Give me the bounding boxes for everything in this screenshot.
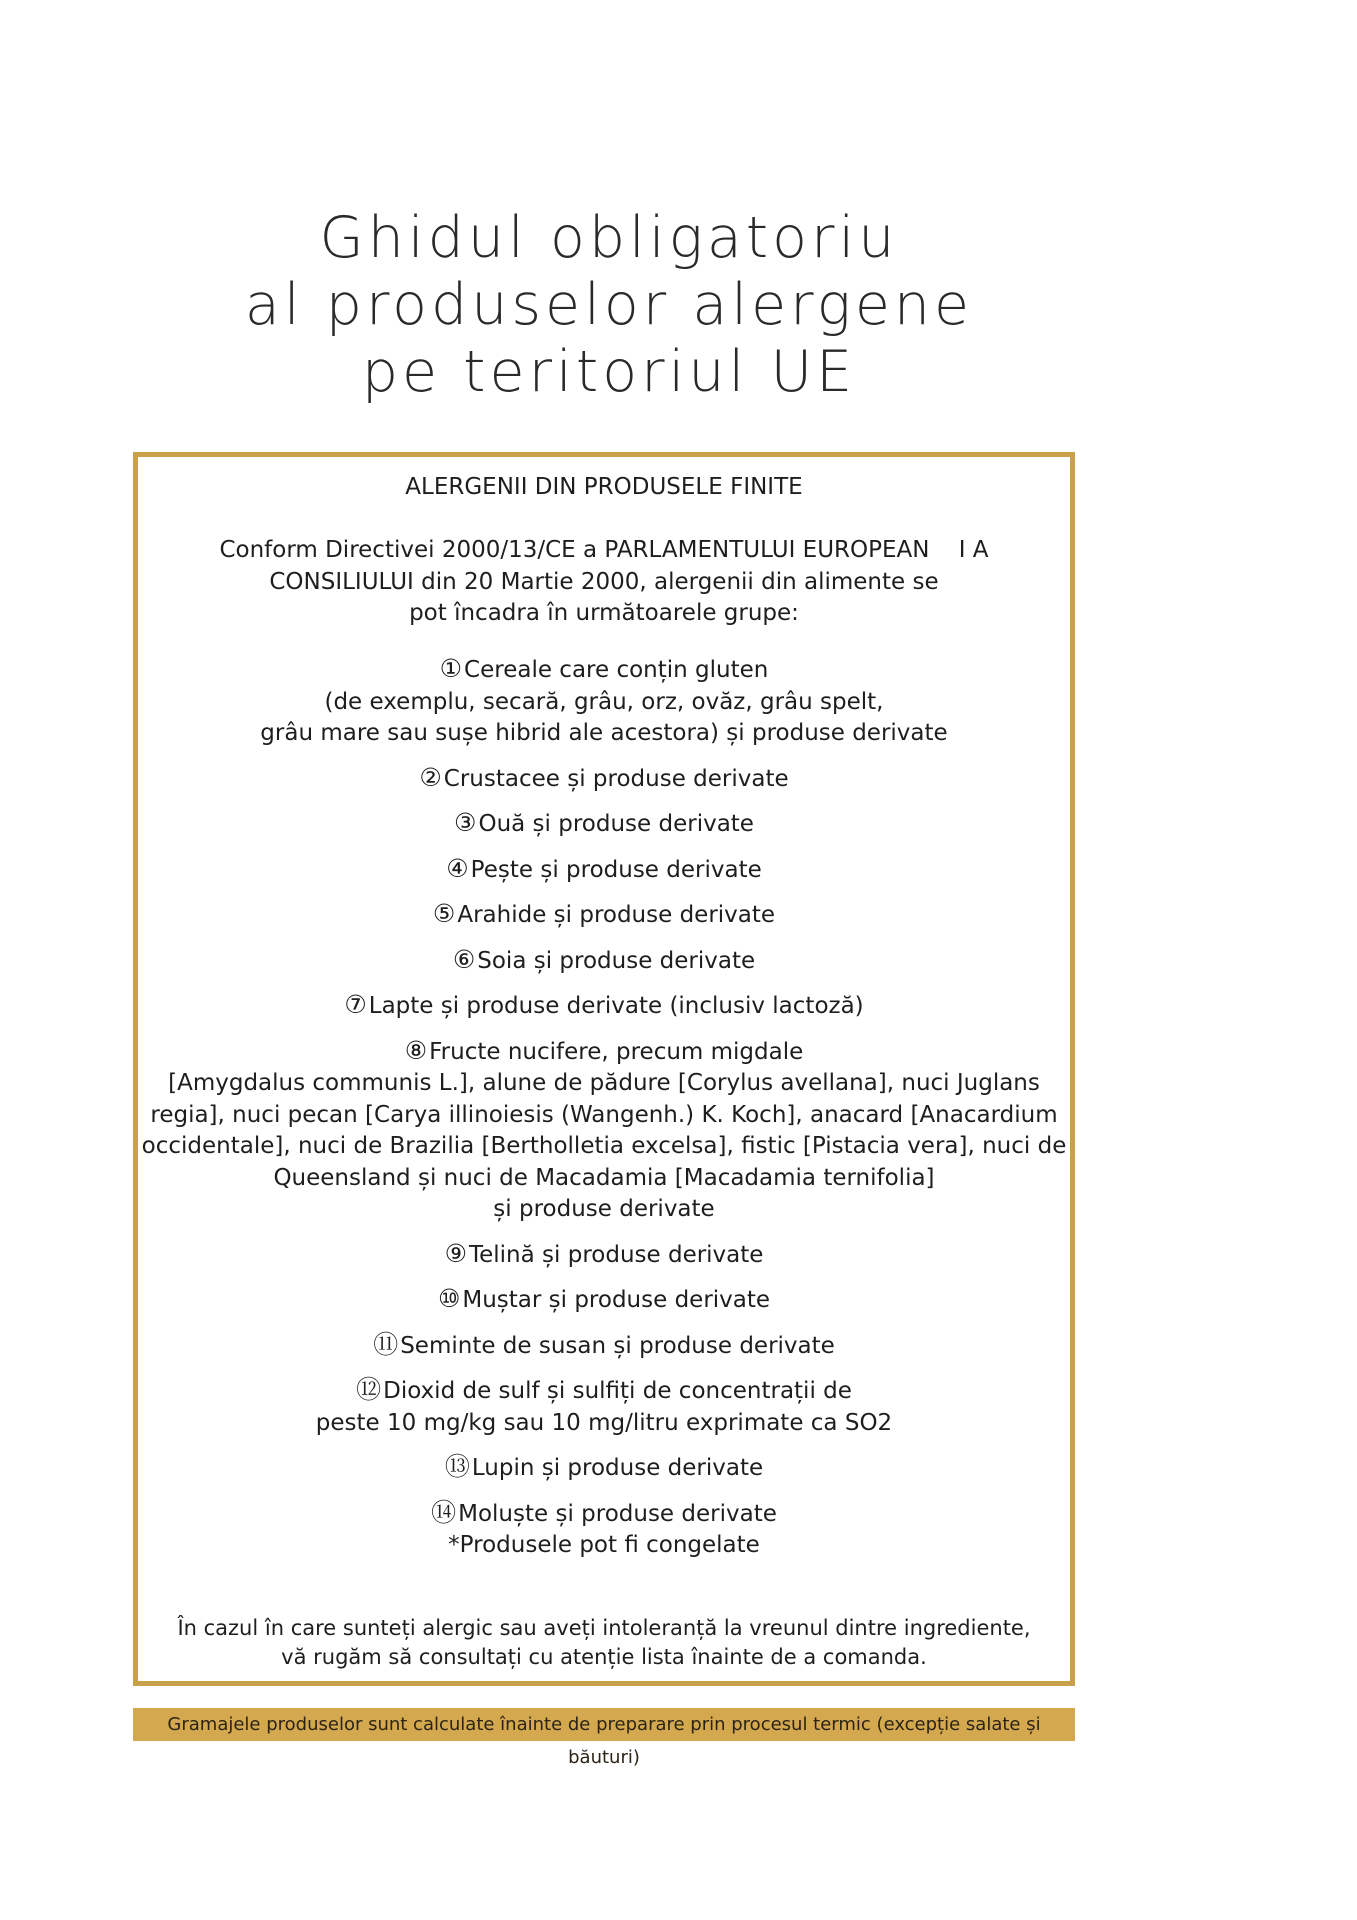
allergen-title (138, 989, 1070, 1023)
allergen-title (138, 653, 1070, 687)
allergen-detail: [Amygdalus communis L.], alune de pădure [Corylus avellana], nuci Juglans (168, 1070, 1040, 1096)
allergen-detail: peste 10 mg/kg sau 10 mg/litru exprimate ca SO2 (315, 1409, 893, 1436)
allergen-title (138, 1374, 1070, 1408)
allergen-label: Moluște și produse derivate (458, 1500, 777, 1527)
allergen-title (138, 1451, 1070, 1485)
allergen-title (138, 1035, 1070, 1069)
allergen-label: Muștar și produse derivate (462, 1287, 771, 1313)
allergen-number: ⑬ (444, 1452, 470, 1481)
allergen-item (138, 807, 1070, 841)
allergen-item (138, 853, 1070, 887)
allergen-list (138, 653, 1070, 1542)
allergen-number: ⑧ (404, 1035, 428, 1065)
allergen-detail: (de exemplu, secară, grâu, orz, ovăz, grâu spelt, (324, 688, 884, 715)
warning-line-1: În cazul în care sunteți alergic sau aveți intoleranță la vreunul dintre ingrediente, (177, 1616, 1031, 1640)
allergen-label: Lupin și produse derivate (471, 1455, 764, 1481)
allergen-item (138, 653, 1070, 750)
allergen-label: Arahide și produse derivate (457, 902, 776, 928)
allergen-number: ④ (446, 853, 469, 883)
allergen-number: ③ (454, 808, 477, 837)
intro-line-3: pot încadra în următoarele grupe: (409, 600, 799, 626)
allergen-detail: regia], nuci pecan [Carya illinoiesis (Wangenh.) K. Koch], anacard [Anacardium (150, 1101, 1058, 1128)
allergen-detail: Queensland și nuci de Macadamia [Macadamia ternifolia] (273, 1164, 935, 1191)
allergen-info-content (138, 457, 1070, 1681)
allergen-label: Soia și produse derivate (477, 947, 756, 974)
allergen-label: Cereale care conțin gluten (464, 657, 769, 683)
allergen-label: Dioxid de sulf și sulfiți de concentrații de (383, 1378, 852, 1404)
allergen-number: ⑭ (431, 1497, 457, 1527)
allergen-item (138, 1329, 1070, 1363)
allergen-item (138, 1374, 1070, 1439)
allergen-item (138, 1035, 1070, 1226)
allergen-number: ⑦ (344, 990, 367, 1019)
allergen-title (138, 1329, 1070, 1363)
allergen-label: Crustacee și produse derivate (443, 765, 789, 792)
allergen-label: Lapte și produse derivate (inclusiv lactoză) (368, 993, 864, 1019)
intro-paragraph (138, 535, 1070, 630)
allergen-info-box (133, 452, 1075, 1686)
allergen-title (138, 944, 1070, 978)
allergen-number: ⑨ (444, 1238, 467, 1268)
page-title (133, 205, 1085, 406)
allergen-number: ⑥ (452, 944, 476, 974)
allergen-label: Ouă și produse derivate (478, 811, 754, 837)
allergen-label: Fructe nucifere, precum migdale (429, 1038, 804, 1065)
allergen-title (138, 853, 1070, 887)
warning-line-2: vă rugăm să consultați cu atenție lista înainte de a comanda. (281, 1645, 927, 1669)
allergen-item (138, 989, 1070, 1023)
intro-line-1: Conform Directivei 2000/13/CE a PARLAMENTULUI EUROPEAN I A (219, 537, 989, 563)
title-line-2: al produselor alergene (244, 272, 974, 338)
allergen-number: ② (419, 762, 442, 792)
allergen-item (138, 1451, 1070, 1485)
allergen-number: ⑪ (373, 1329, 399, 1359)
allergen-title (138, 898, 1070, 932)
allergen-number: ⑫ (356, 1375, 382, 1404)
allergen-title (138, 1283, 1070, 1317)
title-line-1: Ghidul obligatoriu (319, 205, 899, 271)
allergen-label: Seminte de susan și produse derivate (400, 1332, 835, 1359)
allergen-item (138, 1283, 1070, 1317)
allergen-title (138, 762, 1070, 796)
title-line-3: pe teritoriul UE (361, 339, 857, 405)
intro-line-2: CONSILIULUI din 20 Martie 2000, alergenii din alimente se (269, 568, 939, 595)
allergen-item (138, 1497, 1070, 1531)
allergen-number: ⑩ (437, 1284, 461, 1313)
allergen-label: Pește și produse derivate (470, 856, 762, 883)
weights-notice-bar: Gramajele produselor sunt calculate înainte de preparare prin procesul termic (excepție salate și băuturi) (133, 1708, 1075, 1741)
allergy-warning (138, 1614, 1070, 1672)
allergen-label: Telină și produse derivate (468, 1241, 764, 1268)
allergen-item (138, 762, 1070, 796)
allergen-title (138, 1238, 1070, 1272)
allergen-title (138, 1497, 1070, 1531)
allergen-detail: grâu mare sau sușe hibrid ale acestora) și produse derivate (260, 720, 948, 746)
allergen-item (138, 944, 1070, 978)
allergen-title (138, 807, 1070, 841)
allergen-item (138, 1238, 1070, 1272)
allergen-number: ⑤ (432, 899, 456, 928)
frozen-note: *Produsele pot fi congelate (448, 1532, 760, 1558)
box-heading: ALERGENII DIN PRODUSELE FINITE (405, 474, 803, 500)
allergen-number: ① (439, 654, 463, 683)
allergen-item (138, 898, 1070, 932)
allergen-detail: și produse derivate (493, 1196, 715, 1222)
allergen-detail: occidentale], nuci de Brazilia [Bertholletia excelsa], fistic [Pistacia vera], nuci de (141, 1133, 1067, 1159)
